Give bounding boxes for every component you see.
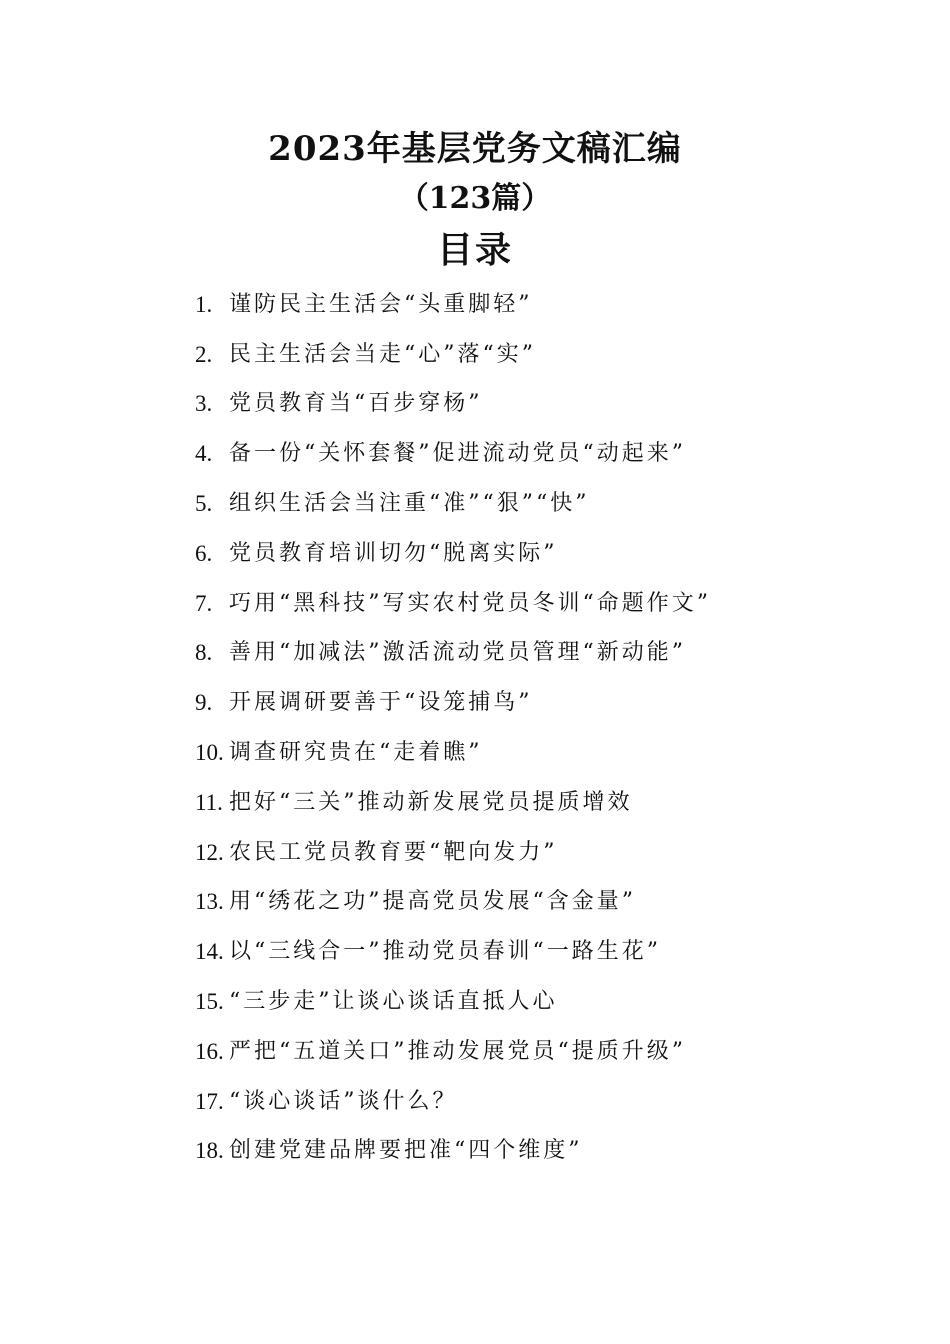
toc-entry-title: 创建党建品牌要把准“四个维度” [229,1138,583,1164]
toc-entry-number: 4. [195,441,213,467]
toc-entry [195,1027,855,1077]
toc-entry [195,878,855,928]
toc-entry [195,629,855,679]
toc-entry-number: 1. [195,291,213,317]
toc-entry-number: 8. [195,640,213,666]
toc-entry-number: 12. [195,839,224,865]
toc-entry-number: 14. [195,939,224,965]
toc-entry-number: 7. [195,590,213,616]
toc-entry-number: 13. [195,889,224,915]
toc-entry-title: “三步走”让谈心谈话直抵人心 [229,989,558,1015]
toc-entry-title: “谈心谈话”谈什么？ [229,1088,458,1114]
toc-entry-title: 严把“五道关口”推动发展党员“提质升级” [229,1038,686,1064]
toc-entry [195,429,855,479]
toc-entry [195,927,855,977]
toc-entry [195,778,855,828]
document-subtitle: （123篇） [398,181,552,216]
toc-entry [195,828,855,878]
toc-entry [195,728,855,778]
toc-entry [195,330,855,380]
toc-entry-title: 以“三线合一”推动党员春训“一路生花” [229,939,661,965]
toc-entry-title: 谨防民主生活会“头重脚轻” [229,291,533,317]
toc-entry-number: 10. [195,740,224,766]
toc-entry-title: 组织生活会当注重“准”“狠”“快” [229,491,590,517]
toc-heading: 目录 [436,229,513,271]
toc-entry-number: 5. [195,491,213,517]
toc-entry-number: 17. [195,1088,224,1114]
toc-entry-title: 农民工党员教育要“靶向发力” [229,839,558,865]
toc-entry-title: 巧用“黑科技”写实农村党员冬训“命题作文” [229,590,711,616]
toc-entry [195,977,855,1027]
toc-entry [195,1077,855,1127]
toc-entry [195,678,855,728]
toc-entry-number: 18. [195,1138,224,1164]
toc-entry-number: 11. [195,789,223,815]
document-title: 2023年基层党务文稿汇编 [268,129,682,169]
table-of-contents [195,280,855,1176]
toc-entry-title: 把好“三关”推动新发展党员提质增效 [229,789,633,815]
toc-entry-title: 党员教育当“百步穿杨” [229,391,483,417]
toc-entry [195,1127,855,1177]
toc-entry-title: 备一份“关怀套餐”促进流动党员“动起来” [229,441,686,467]
toc-entry-title: 民主生活会当走“心”落“实” [229,341,536,367]
toc-entry-title: 调查研究贵在“走着瞧” [229,740,483,766]
toc-entry-number: 9. [195,690,213,716]
toc-entry-number: 15. [195,989,224,1015]
toc-entry [195,280,855,330]
toc-entry-title: 善用“加减法”激活流动党员管理“新动能” [229,640,686,666]
toc-entry-title: 用“绣花之功”提高党员发展“含金量” [229,889,636,915]
toc-entry-title: 党员教育培训切勿“脱离实际” [229,540,558,566]
toc-entry-number: 3. [195,391,213,417]
toc-entry-number: 6. [195,540,213,566]
toc-entry [195,529,855,579]
toc-entry [195,479,855,529]
toc-entry [195,579,855,629]
toc-entry [195,380,855,430]
toc-entry-number: 2. [195,341,213,367]
toc-entry-title: 开展调研要善于“设笼捕鸟” [229,690,533,716]
toc-entry-number: 16. [195,1038,224,1064]
